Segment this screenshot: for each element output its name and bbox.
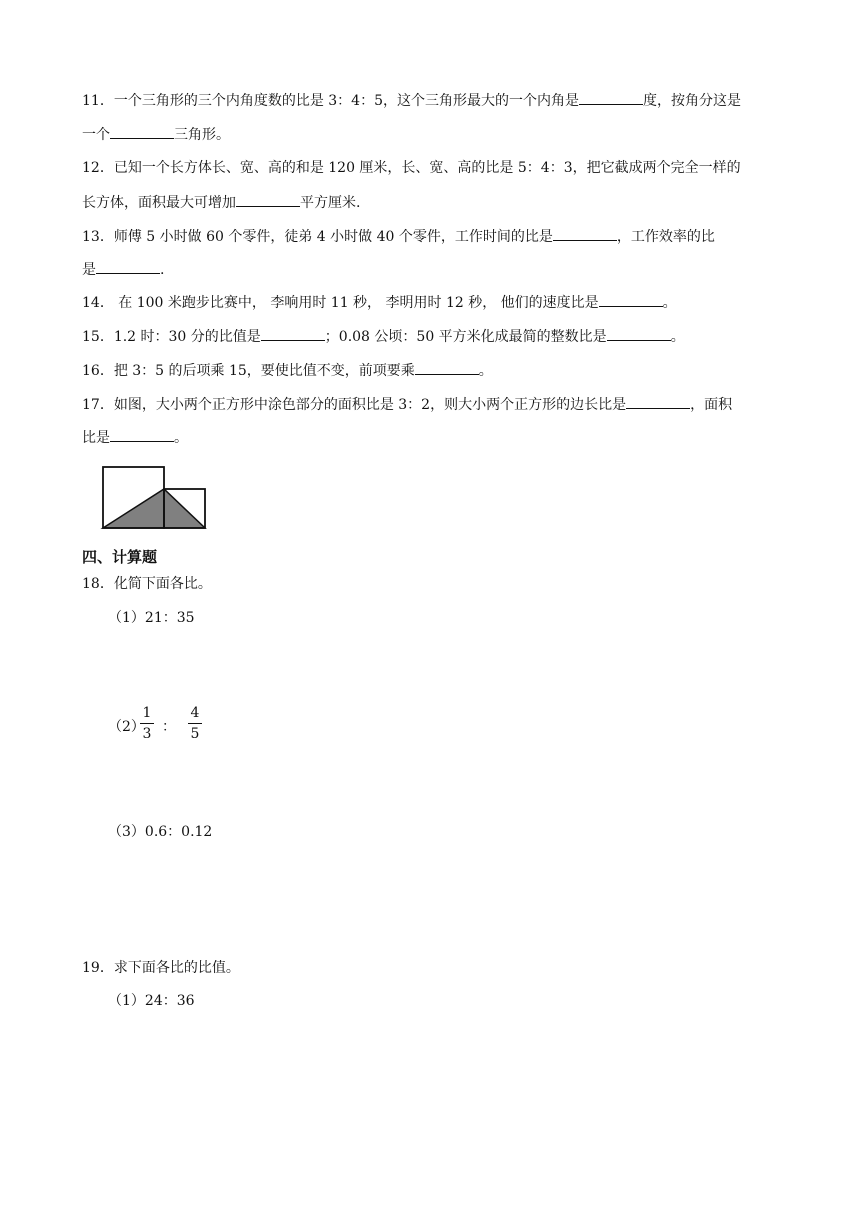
question-14: 14． 在 100 米跑步比赛中， 李响用时 11 秒， 李明用时 12 秒， 他们的速度比是 。 — [82, 292, 677, 313]
fraction-one-third: 1 3 — [140, 704, 154, 743]
question-13-line-2: 是 . — [82, 259, 164, 280]
answer-blank[interactable] — [607, 326, 671, 341]
two-squares-figure — [100, 464, 210, 532]
answer-blank[interactable] — [261, 326, 325, 341]
answer-blank[interactable] — [110, 124, 174, 139]
answer-blank[interactable] — [110, 427, 174, 442]
question-12-line-2: 长方体，面积最大可增加 平方厘米. — [82, 192, 360, 213]
question-12-line-1: 12．已知一个长方体长、宽、高的和是 120 厘米，长、宽、高的比是 5：4：3，把它截成两个完全一样的 — [82, 160, 741, 176]
fraction-four-fifths: 4 5 — [188, 704, 202, 743]
answer-blank[interactable] — [599, 292, 663, 307]
answer-blank[interactable] — [236, 192, 300, 207]
answer-blank[interactable] — [626, 394, 690, 409]
answer-blank[interactable] — [579, 90, 643, 105]
question-11-line-2: 一个 三角形。 — [82, 124, 230, 145]
question-18-item-2-label: （2） — [108, 719, 145, 735]
question-17-line-1: 17．如图，大小两个正方形中涂色部分的面积比是 3：2，则大小两个正方形的边长比是 ，面积 — [82, 394, 732, 415]
question-16: 16．把 3：5 的后项乘 15，要使比值不变，前项要乘 。 — [82, 360, 493, 381]
question-15: 15．1.2 时：30 分的比值是 ；0.08 公顷：50 平方米化成最简的整数比是 。 — [82, 326, 685, 347]
ratio-separator: ： — [162, 719, 176, 735]
question-19-item-1: （1）24：36 — [108, 993, 195, 1009]
question-19-title: 19．求下面各比的比值。 — [82, 960, 240, 976]
question-18-item-3: （3）0.6：0.12 — [108, 824, 213, 840]
answer-blank[interactable] — [553, 226, 617, 241]
question-18-title: 18．化简下面各比。 — [82, 576, 212, 592]
section-heading: 四、计算题 — [82, 548, 158, 566]
question-13-line-1: 13．师傅 5 小时做 60 个零件，徒弟 4 小时做 40 个零件，工作时间的比是 ，工作效率的比 — [82, 226, 715, 247]
question-11-line-1: 11．一个三角形的三个内角度数的比是 3：4：5，这个三角形最大的一个内角是 度，按角分这是 — [82, 90, 741, 111]
question-18-item-1: （1）21：35 — [108, 610, 195, 626]
question-17-line-2: 比是 。 — [82, 427, 188, 448]
answer-blank[interactable] — [96, 259, 160, 274]
shaded-triangle — [103, 489, 205, 528]
answer-blank[interactable] — [415, 360, 479, 375]
